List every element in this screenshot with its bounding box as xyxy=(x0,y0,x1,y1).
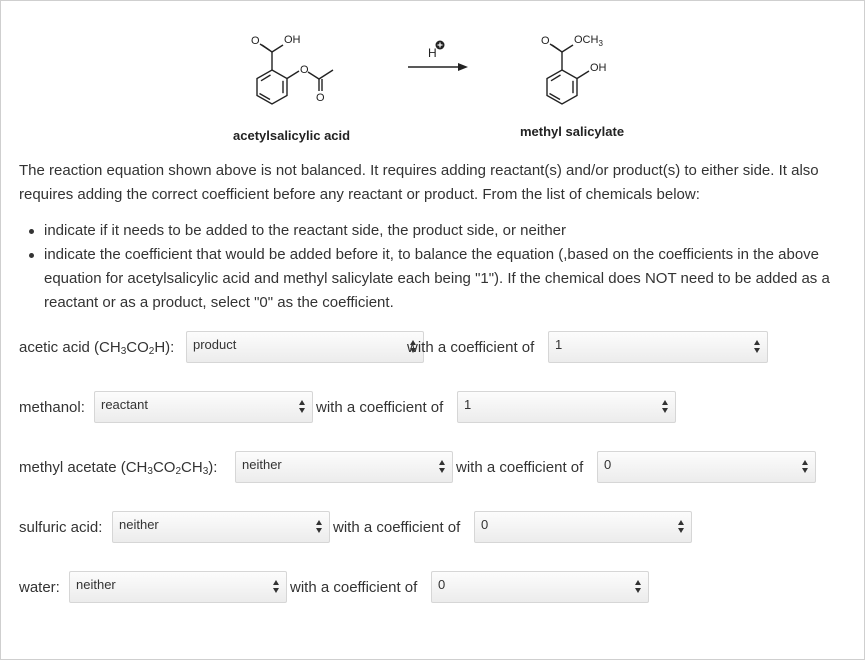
product-benzene-ring xyxy=(547,70,577,104)
select-arrows-icon xyxy=(662,400,669,414)
select-arrows-icon xyxy=(299,400,306,414)
side-select-acetic-acid[interactable]: product xyxy=(186,331,424,363)
chemical-label-acetic-acid: acetic acid $(CH_3CO_2H)$: xyxy=(19,339,175,357)
coefficient-label: with a coefficient of xyxy=(316,399,444,416)
list-item: indicate the coefficient that would be added before it, to balance the equation (,based on the coefficients in the above equation for acetylsalicylic acid and methyl salicylate each being "1"). If the chemical does NOT need to be added as a reactant or as a product, select "0" as the coefficient. xyxy=(19,243,839,315)
row-acetic-acid xyxy=(19,331,779,365)
coefficient-select-methyl-acetate[interactable]: 0 xyxy=(597,451,816,483)
side-select-sulfuric-acid[interactable]: neither xyxy=(112,511,330,543)
product-name: methyl salicylate xyxy=(520,124,625,139)
coefficient-label: with a coefficient of xyxy=(407,339,535,356)
list-item: indicate if it needs to be added to the reactant side, the product side, or neither xyxy=(19,219,839,243)
product-oh-atom: OH xyxy=(590,62,607,74)
select-arrows-icon xyxy=(439,460,446,474)
side-select-water[interactable]: neither xyxy=(69,571,287,603)
row-water xyxy=(19,571,699,605)
reactant-ester-o-atom: O xyxy=(300,64,309,76)
chemical-label-methyl-acetate: methyl acetate $(CH_3CO_2CH_3)$: xyxy=(19,459,218,477)
coefficient-label: with a coefficient of xyxy=(333,519,461,536)
select-arrows-icon xyxy=(802,460,809,474)
coefficient-label: with a coefficient of xyxy=(290,579,418,596)
reaction-scheme xyxy=(0,0,865,150)
catalyst-label: H xyxy=(428,46,437,60)
row-sulfuric-acid xyxy=(19,511,719,545)
chemical-label-water: water: xyxy=(19,579,60,596)
reactant-name: acetylsalicylic acid xyxy=(233,128,351,143)
instructions-list xyxy=(19,219,839,315)
coefficient-select-sulfuric-acid[interactable]: 0 xyxy=(474,511,692,543)
select-arrows-icon xyxy=(754,340,761,354)
reactant-ester-bond xyxy=(287,71,299,79)
reactant-oh-atom: OH xyxy=(284,34,301,46)
product-och3-atom: $OCH_3$ xyxy=(574,34,603,48)
select-arrows-icon xyxy=(273,580,280,594)
arrow-head xyxy=(458,63,468,71)
row-methyl-acetate xyxy=(19,451,819,485)
select-arrows-icon xyxy=(678,520,685,534)
coefficient-select-methanol[interactable]: 1 xyxy=(457,391,676,423)
reactant-acid-o-atom: O xyxy=(251,35,260,47)
chemical-label-methanol: methanol: xyxy=(19,399,85,416)
side-select-methanol[interactable]: reactant xyxy=(94,391,313,423)
chemical-label-sulfuric-acid: sulfuric acid: xyxy=(19,519,103,536)
coefficient-label: with a coefficient of xyxy=(456,459,584,476)
row-methanol xyxy=(19,391,719,425)
reactant-carbonyl-o-atom: O xyxy=(316,92,325,104)
product-carbonyl-o-atom: O xyxy=(541,35,550,47)
select-arrows-icon xyxy=(635,580,642,594)
coefficient-select-acetic-acid[interactable]: 1 xyxy=(548,331,768,363)
select-arrows-icon xyxy=(316,520,323,534)
side-select-methyl-acetate[interactable]: neither xyxy=(235,451,453,483)
product-hydroxyl-bond xyxy=(577,71,589,79)
reactant-benzene-ring xyxy=(257,70,287,104)
coefficient-select-water[interactable]: 0 xyxy=(431,571,649,603)
instructions-paragraph: The reaction equation shown above is not balanced. It requires adding reactant(s) and/or product(s) to either side. It also requires adding the correct coefficient before any reactant or product. From the list of chemicals below: xyxy=(19,162,819,203)
